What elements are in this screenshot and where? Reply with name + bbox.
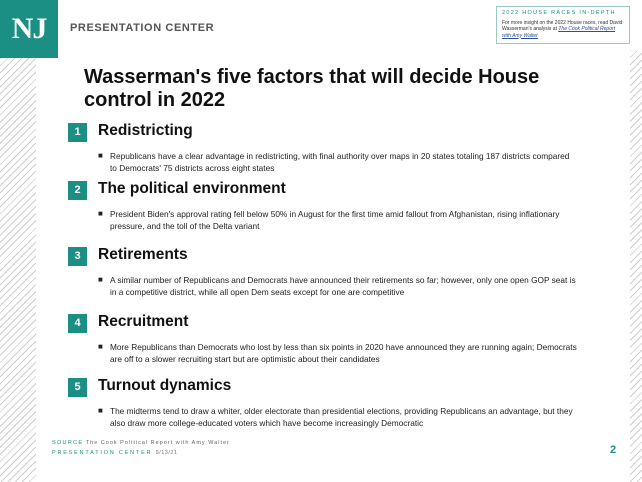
factor-bullet [98,274,578,298]
nj-logo: NJ [0,0,58,58]
decorative-hatch-right [630,50,642,482]
bullet-icon: ■ [98,209,103,218]
page-title: Wasserman's five factors that will decide House control in 2022 [84,66,540,111]
factor-heading: The political environment [98,180,286,197]
factor-number: 4 [68,314,87,333]
bullet-icon: ■ [98,406,103,415]
bullet-icon: ■ [98,151,103,160]
info-box-text [502,20,624,40]
factor-heading: Retirements [98,246,188,263]
footer-brand: PRESENTATION CENTER [52,450,153,456]
source-line [52,440,230,446]
factor-number: 5 [68,378,87,397]
footer-date: 9/13/21 [155,450,178,456]
source-label: SOURCE [52,440,84,446]
bullet-icon: ■ [98,342,103,351]
page-number: 2 [610,444,617,456]
info-box-title: 2022 HOUSE RACES IN-DEPTH [502,10,616,16]
factor-heading: Redistricting [98,122,193,139]
factor-bullet-text: The midterms tend to draw a whiter, older electorate than presidential elections, providing Republicans an advantage, but they also draw more college-educated voters which have become increasingly Democratic [110,406,573,428]
source-text: The Cook Political Report with Amy Walter [85,440,230,446]
footer-center [52,450,178,456]
decorative-hatch-left [0,58,36,482]
factor-bullet-text: Republicans have a clear advantage in redistricting, with final authority over maps in 20 states totaling 187 districts compared to Democrats' 75 districts across eight states [110,151,570,173]
factor-bullet-text: President Biden's approval rating fell below 50% in August for the first time amid fallout from Afghanistan, rising inflationary pressure, and the toll of the Delta variant [110,209,560,231]
brand-name: PRESENTATION CENTER [70,22,215,34]
factor-bullet [98,405,578,429]
factor-heading: Turnout dynamics [98,377,232,394]
info-box-body: For more insight on the 2022 House races, read David Wasserman's analysis at [502,19,623,32]
factor-bullet [98,341,578,365]
cook-report-link[interactable]: The Cook Political Report with Amy Walter [502,26,616,39]
info-box [496,6,630,44]
factor-heading: Recruitment [98,313,189,330]
factor-number: 1 [68,123,87,142]
factor-bullet [98,208,578,232]
factor-bullet [98,150,578,174]
factor-bullet-text: A similar number of Republicans and Democrats have announced their retirements so far; however, only one open GOP seat is in a competitive district, while all open Dem seats except for one are competitive [110,275,576,297]
factor-number: 2 [68,181,87,200]
bullet-icon: ■ [98,275,103,284]
factor-number: 3 [68,247,87,266]
factor-bullet-text: More Republicans than Democrats who lost by less than six points in 2020 have announced they are running again; Democrats are off to a slower recruiting start but are optimistic about their candidates [110,342,577,364]
